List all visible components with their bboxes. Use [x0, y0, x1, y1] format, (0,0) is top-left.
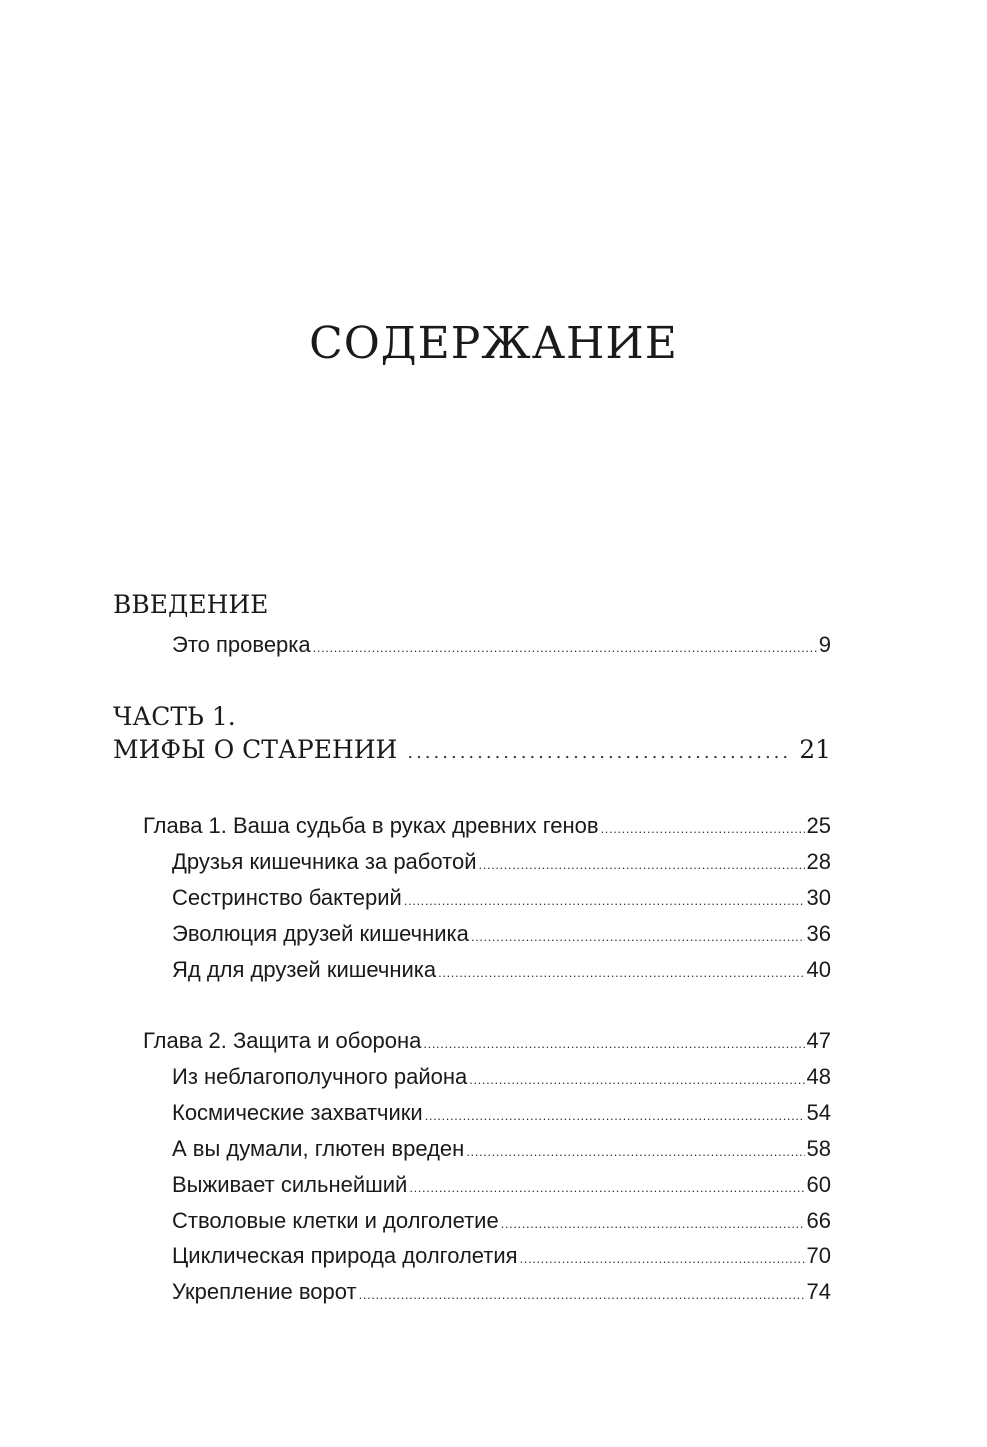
toc-entry-title: Это проверка	[172, 632, 311, 657]
toc-entry[interactable]	[172, 1136, 831, 1162]
chapter-entry[interactable]	[143, 1028, 831, 1054]
toc-entry-title: Стволовые клетки и долголетие	[172, 1208, 499, 1233]
dot-leader	[520, 1251, 805, 1266]
part-label: ЧАСТЬ 1.	[113, 702, 236, 731]
toc-entry-title: Из неблагополучного района	[172, 1064, 468, 1089]
toc-entry-page: 36	[806, 921, 831, 946]
toc-entry-title: Сестринство бактерий	[172, 885, 402, 910]
toc-entry-page: 58	[806, 1136, 831, 1161]
toc-entry[interactable]	[172, 1172, 831, 1198]
intro-heading: ВВЕДЕНИЕ	[113, 590, 269, 619]
dot-leader	[479, 857, 805, 872]
part-entry[interactable]	[113, 735, 831, 764]
toc-entry[interactable]	[172, 632, 831, 658]
toc-entry-page: 48	[806, 1064, 831, 1089]
dot-leader	[601, 821, 805, 836]
dot-leader	[407, 742, 789, 763]
toc-entry[interactable]	[172, 1208, 831, 1234]
toc-entry-title: Яд для друзей кишечника	[172, 957, 437, 982]
toc-entry-title: Друзья кишечника за работой	[172, 849, 477, 874]
toc-entry-title: Выживает сильнейший	[172, 1172, 408, 1197]
toc-entry[interactable]	[172, 885, 831, 911]
toc-entry[interactable]	[172, 1100, 831, 1126]
part-page: 21	[799, 735, 831, 764]
toc-entry[interactable]	[172, 1279, 831, 1305]
dot-leader	[404, 893, 805, 908]
dot-leader	[466, 1144, 804, 1159]
toc-entry-page: 9	[818, 632, 831, 657]
dot-leader	[469, 1072, 804, 1087]
dot-leader	[313, 640, 817, 655]
toc-entry-page: 60	[806, 1172, 831, 1197]
toc-entry-page: 70	[806, 1243, 831, 1268]
toc-entry[interactable]	[172, 957, 831, 983]
chapter-page: 25	[806, 813, 831, 838]
chapter-title: Глава 1. Ваша судьба в руках древних генов	[143, 813, 599, 838]
toc-entry[interactable]	[172, 1064, 831, 1090]
dot-leader	[409, 1180, 804, 1195]
toc-entry-title: Космические захватчики	[172, 1100, 423, 1125]
dot-leader	[359, 1287, 805, 1302]
dot-leader	[423, 1036, 804, 1051]
toc-entry-title: А вы думали, глютен вреден	[172, 1136, 465, 1161]
toc-entry-page: 30	[806, 885, 831, 910]
toc-entry[interactable]	[172, 921, 831, 947]
toc-entry-page: 40	[806, 957, 831, 982]
toc-entry[interactable]	[172, 849, 831, 875]
part-title: МИФЫ О СТАРЕНИИ	[113, 735, 398, 764]
dot-leader	[438, 965, 804, 980]
dot-leader	[471, 929, 805, 944]
chapter-page: 47	[806, 1028, 831, 1053]
toc-entry-title: Эволюция друзей кишечника	[172, 921, 469, 946]
chapter-title: Глава 2. Защита и оборона	[143, 1028, 422, 1053]
chapter-entry[interactable]	[143, 813, 831, 839]
dot-leader	[501, 1216, 805, 1231]
toc-entry-page: 66	[806, 1208, 831, 1233]
toc-entry-page: 28	[806, 849, 831, 874]
dot-leader	[425, 1108, 805, 1123]
toc-entry-page: 74	[806, 1279, 831, 1304]
page-title: СОДЕРЖАНИЕ	[309, 318, 678, 369]
toc-entry-title: Циклическая природа долголетия	[172, 1243, 518, 1268]
toc-entry-page: 54	[806, 1100, 831, 1125]
toc-entry-title: Укрепление ворот	[172, 1279, 357, 1304]
toc-entry[interactable]	[172, 1243, 831, 1269]
